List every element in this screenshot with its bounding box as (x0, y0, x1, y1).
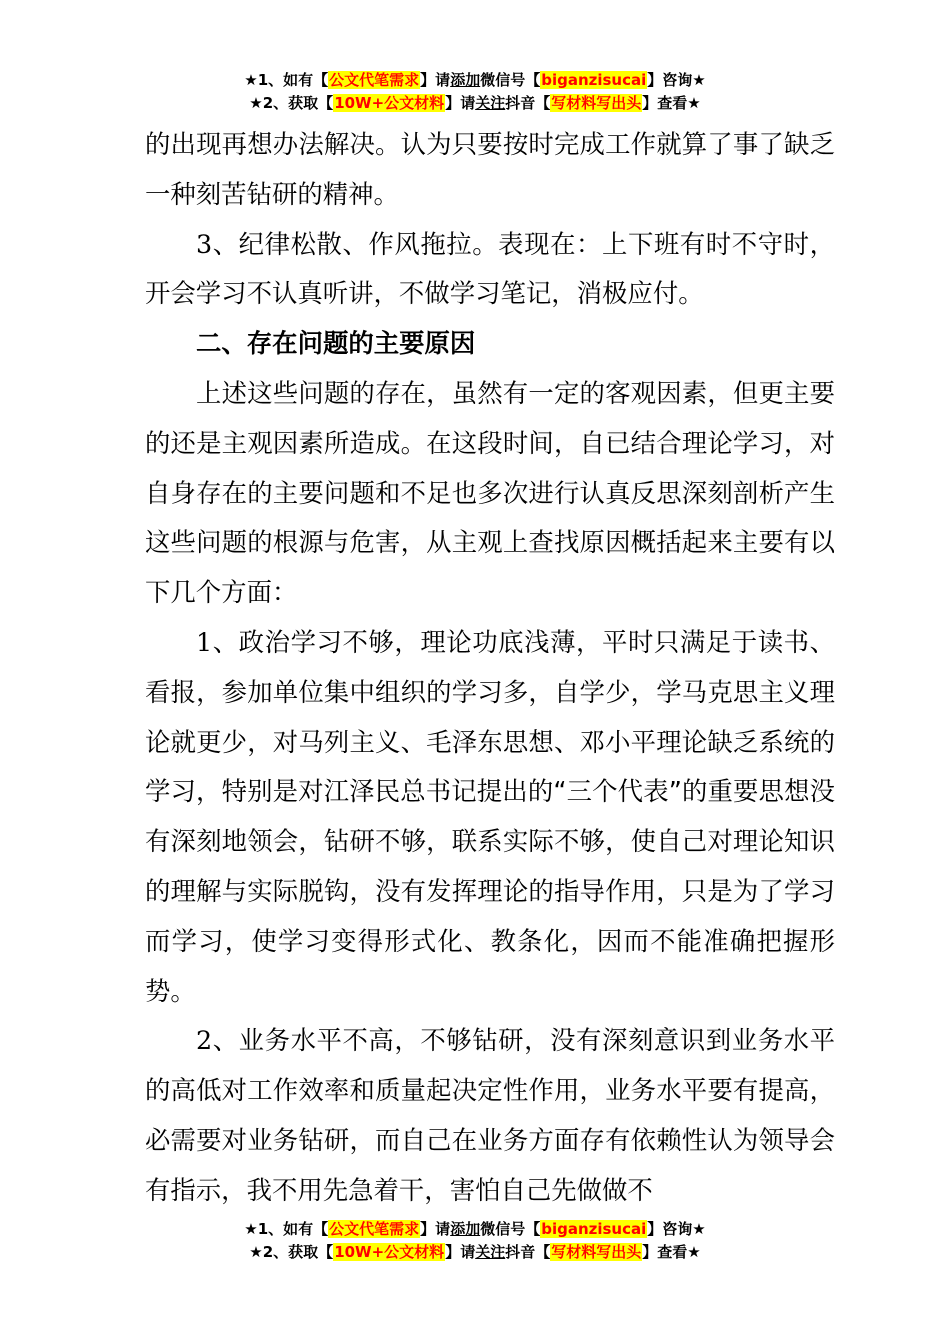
list-number: 2 (196, 1025, 213, 1056)
banner-line-1 (0, 69, 950, 92)
banner-text: ★2、获取【 (249, 94, 334, 112)
banner-text: 】查看★ (642, 1243, 701, 1261)
banner-highlight: 写材料写出头 (551, 1243, 642, 1261)
paragraph (145, 120, 835, 220)
banner-highlight: 公文代笔需求 (329, 71, 420, 89)
banner-underline: 添加 (450, 71, 481, 89)
banner-text: 】咨询★ (647, 1220, 706, 1238)
paragraph-text: 上述这些问题的存在，虽然有一定的客观因素，但更主要的还是主观因素所造成。在这段时间，自已结合理论学习，对自身存在的主要问题和不足也多次进行认真反思深刻剖析产生这些问题的根源与危害，从主观上查找原因概括起来主要有以下几个方面： (145, 377, 835, 608)
banner-underline: 关注 (475, 94, 506, 112)
banner-text: 】请 (420, 71, 451, 89)
banner-text: 微信号【 (480, 71, 541, 89)
document-body (145, 120, 835, 1216)
paragraph-text: 、政治学习不够，理论功底浅薄，平时只满足于读书、看报，参加单位集中组织的学习多，自学少，学马克思主义理论就更少，对马列主义、毛泽东思想、邓小平理论缺乏系统的学习，特别是对江泽民总书记提出的“三个代表”的重要思想没有深刻地领会，钻研不够，联系实际不够，使自己对理论知识的理解与实际脱钩，没有发挥理论的指导作用，只是为了学习而学习，使学习变得形式化、教条化，因而不能准确把握形势。 (145, 626, 835, 1006)
banner-highlight: 10W+公文材料 (334, 1243, 445, 1261)
banner-text: ★2、获取【 (249, 1243, 334, 1261)
banner-text: 】请 (445, 1243, 476, 1261)
header-banner (0, 69, 950, 115)
banner-line-2 (0, 92, 950, 115)
banner-line-1 (0, 1218, 950, 1241)
banner-line-2 (0, 1241, 950, 1264)
footer-banner (0, 1218, 950, 1264)
list-number: 1 (196, 626, 213, 657)
banner-text: ★1、如有【 (244, 71, 329, 89)
banner-text: 】咨询★ (647, 71, 706, 89)
section-heading (145, 319, 835, 369)
paragraph (145, 220, 835, 320)
banner-text: 】请 (420, 1220, 451, 1238)
banner-highlight: 10W+公文材料 (334, 94, 445, 112)
banner-text: 抖音【 (505, 1243, 551, 1261)
paragraph-text: 的出现再想办法解决。认为只要按时完成工作就算了事了缺乏一种刻苦钻研的精神。 (145, 129, 835, 209)
paragraph (145, 369, 835, 618)
banner-text: 微信号【 (480, 1220, 541, 1238)
banner-highlight: 公文代笔需求 (329, 1220, 420, 1238)
paragraph (145, 1016, 835, 1215)
banner-underline: 添加 (450, 1220, 481, 1238)
heading-text: 二、存在问题的主要原因 (196, 328, 476, 359)
paragraph-text: 、业务水平不高，不够钻研，没有深刻意识到业务水平的高低对工作效率和质量起决定性作用，业务水平要有提高，必需要对业务钻研，而自己在业务方面存有依赖性认为领导会有指示，我不用先急着干，害怕自己先做做不 (145, 1025, 835, 1205)
banner-highlight: biganzisucai (541, 1220, 647, 1238)
banner-text: ★1、如有【 (244, 1220, 329, 1238)
banner-underline: 关注 (475, 1243, 506, 1261)
list-number: 3 (196, 228, 213, 259)
banner-text: 】查看★ (642, 94, 701, 112)
paragraph (145, 618, 835, 1016)
banner-highlight: biganzisucai (541, 71, 647, 89)
banner-text: 】请 (445, 94, 476, 112)
paragraph-text: 、纪律松散、作风拖拉。表现在：上下班有时不守时，开会学习不认真听讲，不做学习笔记，消极应付。 (145, 228, 835, 309)
banner-highlight: 写材料写出头 (551, 94, 642, 112)
banner-text: 抖音【 (505, 94, 551, 112)
